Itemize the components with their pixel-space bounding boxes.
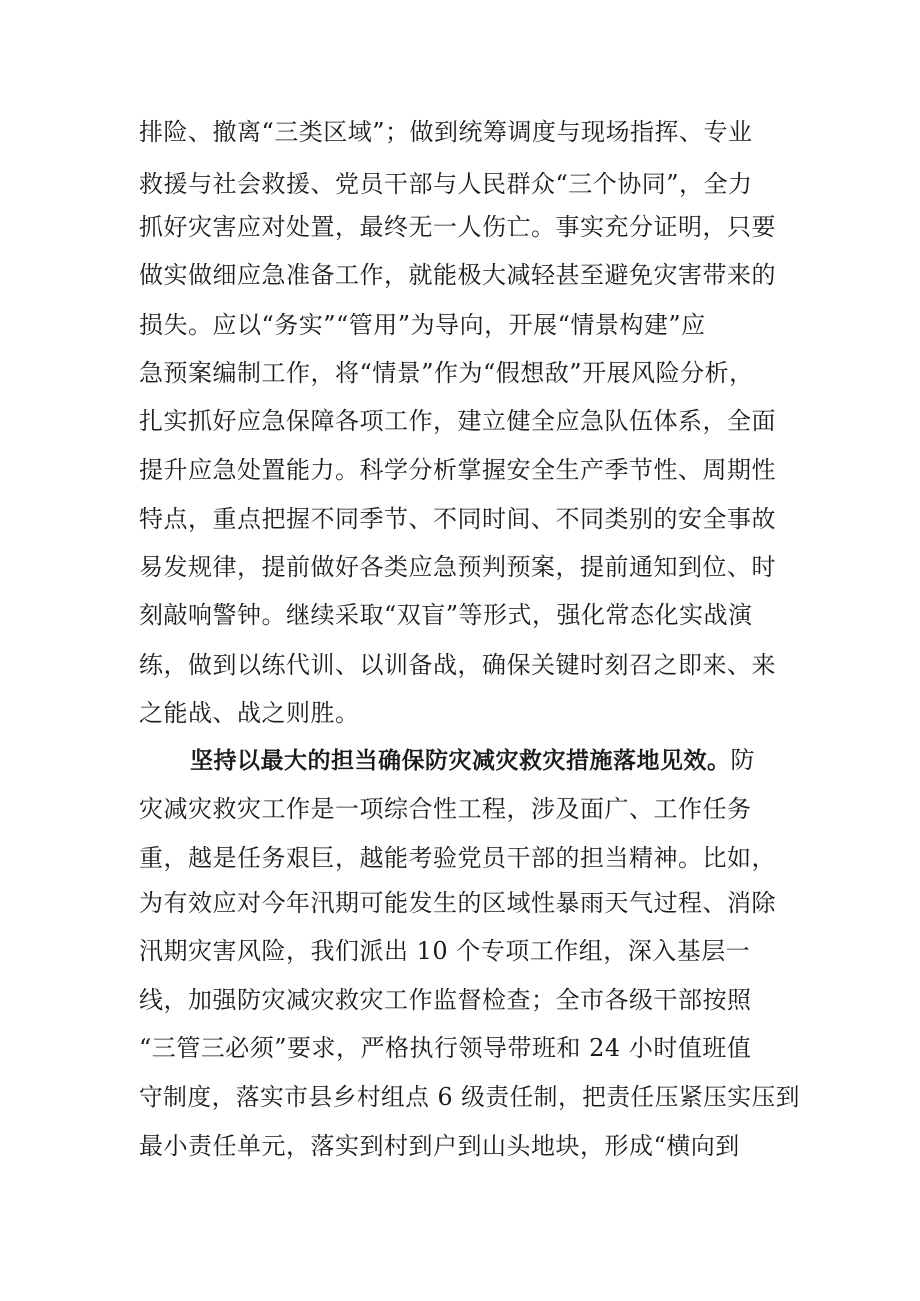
paragraph-1-line-10: 易发规律，提前做好各类应急预判预案，提前通知到位、时 bbox=[139, 553, 776, 581]
paragraph-1-line-4: 做实做细应急准备工作，就能极大减轻甚至避免灾害带来的 bbox=[139, 261, 776, 289]
paragraph-1-line-7: 扎实抓好应急保障各项工作，建立健全应急队伍体系，全面 bbox=[139, 407, 776, 435]
paragraph-2-first-line-tail: 防 bbox=[730, 746, 755, 774]
paragraph-2-line-2: 灾减灾救灾工作是一项综合性工程，涉及面广、工作任务 bbox=[139, 795, 752, 823]
paragraph-1-line-3: 抓好灾害应对处置，最终无一人伤亡。事实充分证明，只要 bbox=[139, 213, 776, 241]
paragraph-2-line-3: 重，越是任务艰巨，越能考验党员干部的担当精神。比如， bbox=[139, 844, 776, 872]
paragraph-2-line-4: 为有效应对今年汛期可能发生的区域性暴雨天气过程、消除 bbox=[139, 889, 776, 917]
paragraph-1-line-1: 排险、撤离“三类区域”；做到统筹调度与现场指挥、专业 bbox=[139, 118, 753, 146]
paragraph-1-line-11: 刻敲响警钟。继续采取“双盲”等形式，强化常态化实战演 bbox=[139, 601, 753, 629]
paragraph-1-line-6: 急预案编制工作，将“情景”作为“假想敌”开展风险分析， bbox=[139, 359, 754, 387]
paragraph-2-line-9: 最小责任单元，落实到村到户到山头地块，形成“横向到 bbox=[139, 1132, 740, 1160]
paragraph-2-line-5: 汛期灾害风险，我们派出 10 个专项工作组，深入基层一 bbox=[139, 937, 751, 965]
paragraph-1-line-13: 之能战、战之则胜。 bbox=[139, 699, 360, 727]
paragraph-2-first-line bbox=[190, 745, 755, 776]
paragraph-1-line-8: 提升应急处置能力。科学分析掌握安全生产季节性、周期性 bbox=[139, 456, 776, 484]
paragraph-1-line-5: 损失。应以“务实”“管用”为导向，开展“情景构建”应 bbox=[139, 311, 706, 339]
paragraph-2-line-8: 守制度，落实市县乡村组点 6 级责任制，把责任压紧压实压到 bbox=[139, 1083, 801, 1111]
paragraph-2-line-6: 线，加强防灾减灾救灾工作监督检查；全市各级干部按照 bbox=[139, 986, 752, 1014]
paragraph-2-heading: 坚持以最大的担当确保防灾减灾救灾措施落地见效。 bbox=[190, 748, 731, 774]
paragraph-1-line-12: 练，做到以练代训、以训备战，确保关键时刻召之即来、来 bbox=[139, 651, 776, 679]
paragraph-1-line-9: 特点，重点把握不同季节、不同时间、不同类别的安全事故 bbox=[139, 505, 776, 533]
paragraph-1-line-2: 救援与社会救援、党员干部与人民群众“三个协同”，全力 bbox=[139, 170, 753, 198]
paragraph-2-line-7: “三管三必须”要求，严格执行领导带班和 24 小时值班值 bbox=[139, 1034, 752, 1062]
